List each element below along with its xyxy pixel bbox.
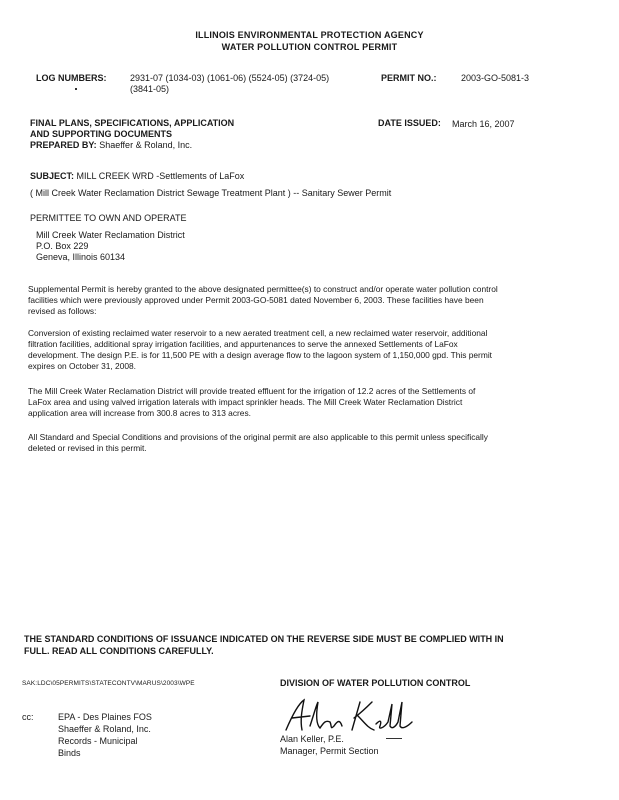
- body-paragraph: [28, 284, 568, 317]
- handwritten-signature: [280, 696, 420, 738]
- prepared-by-value: Shaeffer & Roland, Inc.: [99, 140, 193, 150]
- permit-no-label: PERMIT NO.:: [381, 73, 437, 83]
- body-paragraph: [28, 386, 568, 419]
- prepared-by: [30, 140, 192, 151]
- paragraph-line: All Standard and Special Conditions and provisions of the original permit are also applicable to this permit unless specifically: [28, 432, 488, 442]
- cc-line: Records - Municipal: [58, 736, 138, 746]
- standard-conditions-line1: THE STANDARD CONDITIONS OF ISSUANCE INDICATED ON THE REVERSE SIDE MUST BE COMPLIED WITH IN: [24, 634, 504, 644]
- permittee-line: Mill Creek Water Reclamation District: [36, 230, 185, 240]
- subject-line2: ( Mill Creek Water Reclamation District Sewage Treatment Plant ) -- Sanitary Sewer Permit: [30, 188, 392, 198]
- agency-name: ILLINOIS ENVIRONMENTAL PROTECTION AGENCY: [195, 30, 424, 40]
- paragraph-line: development. The design P.E. is for 11,500 PE with a design average flow to the lagoon system of 1,150,000 gpd. This permit: [28, 350, 493, 360]
- cc-line: EPA - Des Plaines FOS: [58, 712, 152, 722]
- cc-line: Shaeffer & Roland, Inc.: [58, 724, 151, 734]
- log-numbers-label: LOG NUMBERS:: [36, 73, 107, 83]
- cc-label: cc:: [22, 712, 34, 722]
- permit-no-value: 2003-GO-5081-3: [461, 73, 530, 83]
- paragraph-line: deleted or revised in this permit.: [28, 443, 147, 453]
- permittee-line: P.O. Box 229: [36, 241, 89, 251]
- log-numbers-line1: 2931-07 (1034-03) (1061-06) (5524-05) (3724-05): [130, 73, 330, 83]
- division-name: DIVISION OF WATER POLLUTION CONTROL: [280, 678, 471, 688]
- stray-mark: [75, 88, 77, 90]
- paragraph-line: application area will increase from 300.8 acres to 313 acres.: [28, 408, 251, 418]
- paragraph-line: revised as follows:: [28, 306, 97, 316]
- date-issued-label: DATE ISSUED:: [378, 118, 441, 128]
- subject-value: MILL CREEK WRD -Settlements of LaFox: [76, 171, 245, 181]
- paragraph-line: The Mill Creek Water Reclamation District will provide treated effluent for the irrigation of 12.2 acres of the Settlements of: [28, 386, 476, 396]
- permittee-heading: PERMITTEE TO OWN AND OPERATE: [30, 213, 187, 223]
- paragraph-line: Conversion of existing reclaimed water reservoir to a new aerated treatment cell, a new reclaimed water reservoir, additional: [28, 328, 488, 338]
- subject-label: SUBJECT:: [30, 171, 75, 181]
- date-issued-value: March 16, 2007: [452, 119, 515, 129]
- paragraph-line: facilities which were previously approved under Permit 2003-GO-5081 dated November 6, 2003. These facilities have been: [28, 295, 484, 305]
- plans-line2: AND SUPPORTING DOCUMENTS: [30, 129, 173, 139]
- body-paragraph: [28, 432, 568, 454]
- signature-line: [386, 738, 402, 739]
- prepared-by-label: PREPARED BY:: [30, 140, 97, 150]
- paragraph-line: filtration facilities, additional spray irrigation facilities, and appurtenances to serve the annexed Settlements of LaFox: [28, 339, 458, 349]
- log-numbers-line2: (3841-05): [130, 84, 170, 94]
- body-paragraph: [28, 328, 568, 372]
- permit-title: WATER POLLUTION CONTROL PERMIT: [221, 42, 398, 52]
- paragraph-line: Supplemental Permit is hereby granted to the above designated permittee(s) to construct and/or operate water pollution control: [28, 284, 498, 294]
- paragraph-line: LaFox area and using valved irrigation laterals with impact sprinkler heads. The Mill Creek Water Reclamation District: [28, 397, 463, 407]
- paragraph-line: expires on October 31, 2008.: [28, 361, 137, 371]
- permittee-line: Geneva, Illinois 60134: [36, 252, 126, 262]
- plans-line1: FINAL PLANS, SPECIFICATIONS, APPLICATION: [30, 118, 235, 128]
- cc-line: Binds: [58, 748, 81, 758]
- standard-conditions-line2: FULL. READ ALL CONDITIONS CAREFULLY.: [24, 646, 214, 656]
- signer-title: Manager, Permit Section: [280, 746, 379, 756]
- signer-name: Alan Keller, P.E.: [280, 734, 344, 744]
- file-path: SAK:LDC\05PERMITS\STATECONTV\MARUS\2003\WPE: [22, 680, 195, 687]
- subject-line: [30, 171, 244, 182]
